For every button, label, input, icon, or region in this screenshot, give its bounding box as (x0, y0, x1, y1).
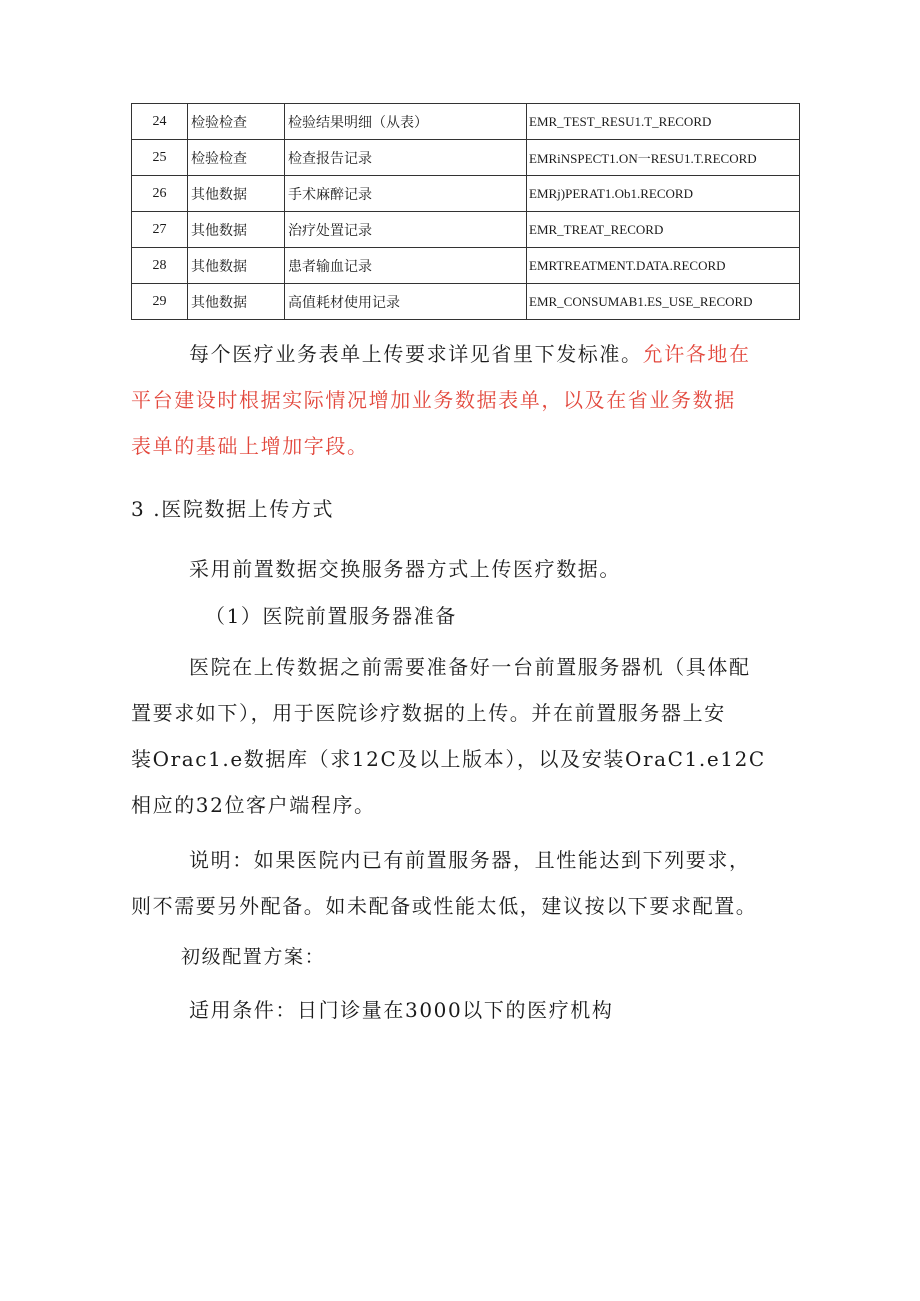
section-heading: 3 .医院数据上传方式 (131, 497, 335, 521)
server-line-1: 医院在上传数据之前需要准备好一台前置服务器机（具体配 (189, 655, 751, 679)
table-row (132, 176, 800, 212)
row-table-name: 患者输血记录 (285, 248, 527, 284)
paragraph-line (189, 338, 751, 367)
table-row (132, 104, 800, 140)
server-line-4: 相应的32位客户端程序。 (131, 793, 376, 817)
paragraph-red-line-2: 平台建设时根据实际情况增加业务数据表单，以及在省业务数据 (131, 388, 736, 412)
row-category: 其他数据 (188, 248, 285, 284)
config-title-line: 初级配置方案： (181, 946, 326, 968)
intro-line: 采用前置数据交换服务器方式上传医疗数据。 (189, 557, 621, 581)
row-category: 其他数据 (188, 284, 285, 320)
row-category: 检验检查 (188, 140, 285, 176)
paragraph-red-line-3: 表单的基础上增加字段。 (131, 434, 369, 458)
row-table-name: 检查报告记录 (285, 140, 527, 176)
row-table-code: EMRTREATMENT.DATA.RECORD (527, 248, 800, 284)
row-number: 29 (132, 284, 188, 320)
paragraph-red-text: 允许各地在 (642, 342, 751, 366)
row-table-name: 治疗处置记录 (285, 212, 527, 248)
row-number: 27 (132, 212, 188, 248)
table-row (132, 248, 800, 284)
subheading-line: （1）医院前置服务器准备 (205, 604, 457, 628)
row-category: 检验检查 (188, 104, 285, 140)
table-row (132, 212, 800, 248)
row-table-code: EMRiNSPECT1.ON一RESU1.T.RECORD (527, 140, 800, 176)
row-table-code: EMR_CONSUMAB1.ES_USE_RECORD (527, 284, 800, 320)
row-category: 其他数据 (188, 176, 285, 212)
table-row (132, 284, 800, 320)
table-body (132, 104, 800, 320)
row-table-name: 高值耗材使用记录 (285, 284, 527, 320)
note-line-1: 说明：如果医院内已有前置服务器，且性能达到下列要求， (189, 848, 751, 872)
paragraph-black-text: 每个医疗业务表单上传要求详见省里下发标准。 (189, 342, 643, 366)
table-row (132, 140, 800, 176)
row-table-code: EMR_TREAT_RECORD (527, 212, 800, 248)
row-category: 其他数据 (188, 212, 285, 248)
note-line-2: 则不需要另外配备。如未配备或性能太低，建议按以下要求配置。 (131, 894, 758, 918)
row-number: 25 (132, 140, 188, 176)
applicable-line: 适用条件：日门诊量在3000以下的医疗机构 (189, 998, 614, 1022)
server-line-3: 装Orac1.e数据库（求12C及以上版本），以及安装OraC1.e12C (131, 747, 766, 771)
row-table-code: EMRj)PERAT1.Ob1.RECORD (527, 176, 800, 212)
data-table (131, 103, 800, 320)
row-number: 28 (132, 248, 188, 284)
row-table-code: EMR_TEST_RESU1.T_RECORD (527, 104, 800, 140)
row-number: 26 (132, 176, 188, 212)
server-line-2: 置要求如下），用于医院诊疗数据的上传。并在前置服务器上安 (131, 701, 726, 725)
row-table-name: 手术麻醉记录 (285, 176, 527, 212)
row-table-name: 检验结果明细（从表） (285, 104, 527, 140)
row-number: 24 (132, 104, 188, 140)
